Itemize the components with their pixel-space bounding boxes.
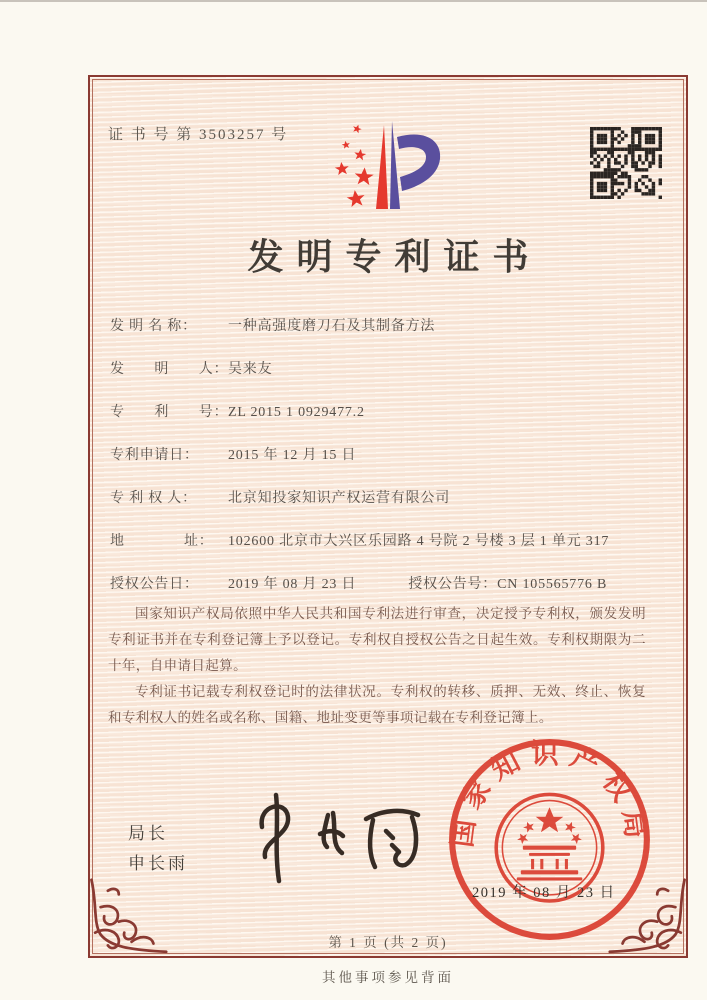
- legal-text: [108, 601, 646, 731]
- field-address: [110, 530, 670, 552]
- official-seal: [447, 737, 652, 942]
- seal-date: 2019 年 08 月 23 日: [472, 885, 616, 901]
- field-value: ZL 2015 1 0929477.2: [228, 405, 365, 420]
- signature-icon: [232, 787, 432, 887]
- field-patentee: [110, 487, 670, 509]
- certificate-title: 发明专利证书: [247, 237, 542, 277]
- field-list: [110, 315, 670, 616]
- field-label: 发 明 人：: [110, 362, 229, 377]
- field-filing-date: [110, 444, 670, 466]
- field-label: 授权公告日：: [110, 577, 199, 592]
- grant-no-label: 授权公告号：: [408, 577, 498, 592]
- field-value: 2015 年 12 月 15 日: [228, 448, 357, 463]
- official-title: 局长: [128, 824, 168, 843]
- cnipa-logo-icon: [334, 115, 446, 217]
- field-inventor: [110, 358, 670, 380]
- field-label: 专利申请日：: [110, 448, 199, 463]
- legal-paragraph-2: 专利证书记载专利权登记时的法律状况。专利权的转移、质押、无效、终止、恢复和专利权人的姓名或名称、国籍、地址变更等事项记载在专利登记簿上。: [108, 684, 646, 725]
- field-value: 吴来友: [228, 362, 273, 377]
- official-name: 申长雨: [128, 854, 188, 873]
- field-value: 一种高强度磨刀石及其制备方法: [228, 319, 436, 334]
- footer-note: 其他事项参见背面: [322, 970, 454, 985]
- official-block: [128, 819, 188, 879]
- field-grant-date: [110, 573, 670, 595]
- field-patent-number: [110, 401, 670, 423]
- field-label: 发 明 名 称：: [110, 319, 197, 334]
- page-number: 第 1 页 (共 2 页): [328, 935, 448, 950]
- legal-paragraph-1: 国家知识产权局依照中华人民共和国专利法进行审查，决定授予专利权，颁发发明专利证书并在专利登记簿上予以登记。专利权自授权公告之日起生效。专利权期限为二十年，自申请日起算。: [108, 606, 646, 673]
- seal-text: 国家知识产权局: [447, 738, 652, 849]
- scan-edge: [0, 0, 707, 2]
- field-label: 专 利 权 人：: [110, 491, 197, 506]
- field-invention-name: [110, 315, 670, 337]
- certificate-number: 证 书 号 第 3503257 号: [108, 127, 289, 143]
- field-value: 北京知投家知识产权运营有限公司: [228, 491, 450, 506]
- field-value: 102600 北京市大兴区乐园路 4 号院 2 号楼 3 层 1 单元 317: [228, 534, 610, 549]
- qr-code: [590, 127, 662, 199]
- field-label: 专 利 号：: [110, 405, 229, 420]
- field-value: 2019 年 08 月 23 日: [228, 577, 357, 592]
- field-label: 地 址：: [110, 534, 214, 549]
- grant-no-value: CN 105565776 B: [497, 577, 608, 592]
- certificate-frame: [88, 75, 688, 958]
